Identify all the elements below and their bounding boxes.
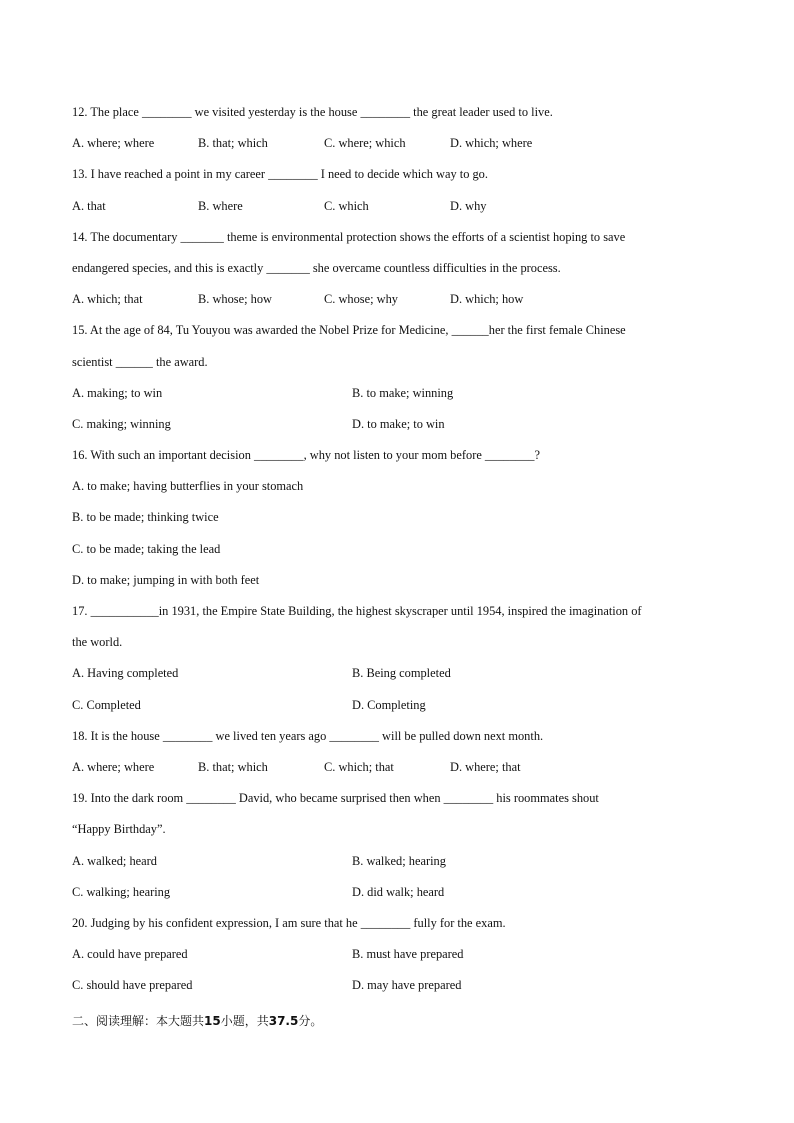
answer-option[interactable]: B. that; which (198, 759, 268, 774)
question-stem-line: 15. At the age of 84, Tu Youyou was awarded the Nobel Prize for Medicine, ______her the first female Chinese (72, 323, 626, 338)
answer-option[interactable]: C. Completed (72, 697, 141, 712)
section-heading-middle: 小题，共 (220, 1014, 269, 1028)
options-row (72, 877, 722, 908)
options-row (72, 690, 722, 721)
answer-option[interactable]: D. to make; jumping in with both feet (72, 572, 260, 587)
answer-option[interactable]: D. which; how (450, 292, 524, 307)
question-block (72, 908, 722, 1002)
options-row (72, 970, 722, 1001)
question-block (72, 596, 722, 721)
options-row (72, 939, 722, 970)
options-row (72, 502, 722, 533)
question-stem-line: “Happy Birthday”. (72, 822, 166, 837)
question-stem-line: 19. Into the dark room ________ David, who became surprised then when ________ his roommates shout (72, 791, 599, 806)
question-block (72, 97, 722, 159)
answer-option[interactable]: B. where (198, 198, 243, 213)
answer-option[interactable]: A. walked; heard (72, 853, 157, 868)
question-block (72, 721, 722, 783)
answer-option[interactable]: A. which; that (72, 292, 143, 307)
options-row (72, 409, 722, 440)
question-stem-line: 13. I have reached a point in my career ________ I need to decide which way to go. (72, 167, 488, 182)
options-row (72, 534, 722, 565)
question-block (72, 315, 722, 440)
options-row (72, 846, 722, 877)
section-heading-score: 37.5 (268, 1014, 299, 1028)
answer-option[interactable]: C. which (324, 198, 369, 213)
answer-option[interactable]: B. whose; how (198, 292, 272, 307)
question-stem-line: endangered species, and this is exactly _______ she overcame countless difficulties in the process. (72, 260, 561, 275)
options-row (72, 284, 722, 315)
answer-option[interactable]: D. why (450, 198, 487, 213)
answer-option[interactable]: A. could have prepared (72, 947, 188, 962)
answer-option[interactable]: B. that; which (198, 136, 268, 151)
answer-option[interactable]: A. to make; having butterflies in your stomach (72, 479, 304, 494)
answer-option[interactable]: C. to be made; taking the lead (72, 541, 221, 556)
answer-option[interactable]: B. Being completed (352, 666, 451, 681)
options-row (72, 752, 722, 783)
question-stem-line: scientist ______ the award. (72, 354, 208, 369)
question-stem-line: the world. (72, 635, 123, 650)
question-stem-line: 16. With such an important decision ________, why not listen to your mom before ________? (72, 448, 540, 463)
answer-option[interactable]: B. to be made; thinking twice (72, 510, 219, 525)
answer-option[interactable]: A. making; to win (72, 385, 163, 400)
answer-option[interactable]: C. where; which (324, 136, 406, 151)
question-block (72, 159, 722, 221)
question-block (72, 222, 722, 316)
options-row (72, 565, 722, 596)
options-row (72, 128, 722, 159)
answer-option[interactable]: C. walking; hearing (72, 884, 171, 899)
section-heading-suffix: 分。 (298, 1014, 323, 1028)
answer-option[interactable]: C. making; winning (72, 416, 171, 431)
answer-option[interactable]: C. which; that (324, 759, 394, 774)
answer-option[interactable]: C. whose; why (324, 292, 398, 307)
options-row (72, 378, 722, 409)
answer-option[interactable]: D. to make; to win (352, 416, 445, 431)
options-row (72, 191, 722, 222)
question-block (72, 783, 722, 908)
question-stem-line: 17. ___________in 1931, the Empire State Building, the highest skyscraper until 1954, inspired the imagination of (72, 604, 642, 618)
question-stem-line: 18. It is the house ________ we lived ten years ago ________ will be pulled down next month. (72, 728, 544, 743)
question-block (72, 440, 722, 596)
exam-page (72, 97, 722, 1001)
answer-option[interactable]: B. must have prepared (352, 947, 464, 962)
answer-option[interactable]: B. walked; hearing (352, 853, 446, 868)
question-stem-line: 12. The place ________ we visited yesterday is the house ________ the great leader used to live. (72, 105, 553, 119)
answer-option[interactable]: D. where; that (450, 759, 521, 774)
answer-option[interactable]: D. Completing (352, 697, 426, 712)
answer-option[interactable]: A. Having completed (72, 666, 179, 681)
answer-option[interactable]: A. where; where (72, 136, 155, 151)
answer-option[interactable]: B. to make; winning (352, 385, 454, 400)
answer-option[interactable]: A. that (72, 198, 106, 213)
options-row (72, 471, 722, 502)
section-heading-prefix: 二、阅读理解：本大题共 (72, 1014, 205, 1028)
answer-option[interactable]: D. did walk; heard (352, 884, 445, 899)
options-row (72, 658, 722, 689)
section-heading (72, 1006, 322, 1037)
question-stem-line: 14. The documentary _______ theme is environmental protection shows the efforts of a scientist hoping to save (72, 229, 626, 244)
answer-option[interactable]: A. where; where (72, 759, 155, 774)
answer-option[interactable]: D. may have prepared (352, 978, 462, 993)
answer-option[interactable]: D. which; where (450, 136, 533, 151)
answer-option[interactable]: C. should have prepared (72, 978, 193, 993)
question-stem-line: 20. Judging by his confident expression, I am sure that he ________ fully for the exam. (72, 915, 506, 930)
section-heading-count: 15 (204, 1014, 221, 1028)
